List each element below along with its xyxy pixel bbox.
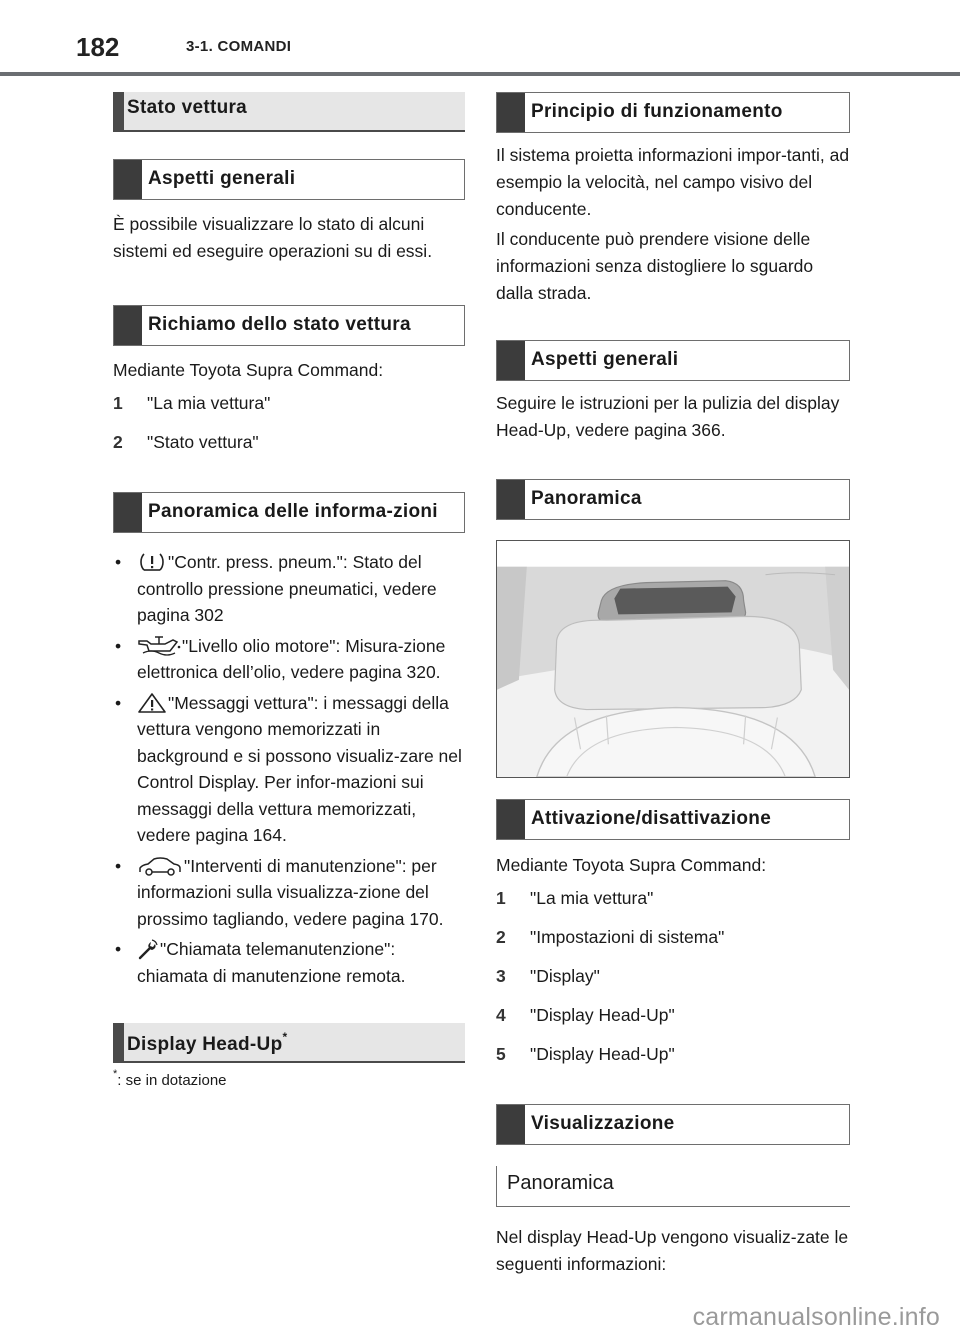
page-number: 182 [76, 32, 120, 62]
step-text: "Display Head-Up" [530, 1044, 675, 1064]
principle-paragraph-1: Il sistema proietta informazioni impor-tanti, ad esempio la velocità, nel campo visivo del conducente. [496, 145, 850, 219]
heading-text: Aspetti generali [531, 349, 679, 370]
heading-visualizzazione [496, 1104, 850, 1145]
list-item [113, 429, 465, 456]
recall-intro: Mediante Toyota Supra Command: [113, 360, 384, 380]
list-item [113, 549, 465, 629]
bullet-text: "Messaggi vettura": i messaggi della vettura vengono memorizzati in background e si possono visualiz-zare nel Control Display. Per infor-mazioni sui messaggi della vettura memorizzati, vedere pagina 164. [137, 692, 462, 845]
step-text: "La mia vettura" [147, 393, 271, 413]
step-number: 5 [496, 1044, 506, 1064]
activation-intro: Mediante Toyota Supra Command: [496, 855, 767, 875]
watermark: carmanualsonline.info [692, 1303, 940, 1331]
section-title: Stato vettura [127, 97, 248, 118]
step-text: "La mia vettura" [530, 888, 654, 908]
right-column [496, 92, 850, 1281]
list-item [496, 885, 850, 912]
footnote-mark: * [113, 1068, 118, 1080]
optional-mark: * [282, 1030, 288, 1044]
service-car-icon [137, 855, 183, 877]
list-item [113, 633, 465, 686]
step-text: "Stato vettura" [147, 432, 259, 452]
list-item [113, 936, 465, 989]
bullet-text: "Chiamata telemanutenzione": chiamata di manutenzione remota. [137, 939, 406, 986]
step-number: 1 [113, 393, 123, 413]
spacer [113, 468, 465, 492]
step-number: 4 [496, 1005, 506, 1025]
teleservice-wrench-icon [137, 938, 159, 960]
heading-principio [496, 92, 850, 133]
section-title-wrap [127, 1030, 287, 1056]
heading-text: Aspetti generali [148, 168, 296, 189]
bullet: • [115, 855, 122, 876]
list-item [113, 690, 465, 849]
tire-pressure-icon [137, 551, 167, 573]
footnote [113, 1068, 465, 1089]
section-heading-stato-vettura [113, 92, 465, 132]
list-item [113, 390, 465, 417]
spacer [496, 447, 850, 479]
head-up-display-figure [496, 540, 850, 778]
spacer [496, 310, 850, 340]
bullet: • [115, 939, 122, 959]
step-text: "Display Head-Up" [530, 1005, 675, 1025]
list-item [113, 853, 465, 933]
list-item [496, 963, 850, 990]
step-text: "Display" [530, 966, 600, 986]
heading-aspetti-generali [113, 159, 465, 200]
list-item [496, 1041, 850, 1068]
general-paragraph: È possibile visualizzare lo stato di alcuni sistemi ed eseguire operazioni su di essi. [113, 214, 433, 261]
step-number: 1 [496, 888, 506, 908]
bullet-text: "Livello olio motore": Misura-zione elettronica dell’olio, vedere pagina 320. [137, 635, 446, 682]
bullet: • [115, 552, 122, 572]
heading-richiamo [113, 305, 465, 346]
chapter-title: 3-1. COMANDI [186, 38, 292, 55]
heading-text: Visualizzazione [531, 1113, 675, 1134]
heading-attivazione [496, 799, 850, 840]
heading-text: Panoramica delle informa-zioni [148, 501, 438, 522]
section-title: Display Head-Up [127, 1034, 283, 1055]
heading-panoramica [496, 479, 850, 520]
list-item [496, 1002, 850, 1029]
subheading-panoramica [496, 1166, 850, 1207]
section-heading-display-head-up [113, 1023, 465, 1063]
heading-text: Richiamo dello stato vettura [148, 314, 411, 335]
list-item [496, 924, 850, 951]
subheading-text: Panoramica [507, 1172, 614, 1194]
header-rule [0, 72, 960, 76]
heading-text: Principio di funzionamento [531, 101, 783, 122]
left-column [113, 92, 465, 1089]
footnote-text: : se in dotazione [117, 1072, 227, 1089]
page-header [0, 0, 960, 78]
bullet-text: "Contr. press. pneum.": Stato del controllo pressione pneumatici, vedere pagina 302 [137, 552, 437, 625]
spacer [113, 993, 465, 1023]
heading-aspetti-generali-right [496, 340, 850, 381]
step-number: 3 [496, 966, 506, 986]
bullet: • [115, 635, 122, 656]
step-number: 2 [113, 432, 123, 452]
warning-triangle-icon [137, 692, 167, 714]
heading-text: Attivazione/disattivazione [531, 808, 772, 829]
spacer [113, 268, 465, 303]
bullet: • [115, 692, 122, 713]
heading-text: Panoramica [531, 488, 642, 509]
oil-level-icon [137, 635, 181, 657]
visual-paragraph: Nel display Head-Up vengono visualiz-zate le seguenti informazioni: [496, 1227, 849, 1274]
principle-paragraph-2: Il conducente può prendere visione delle informazioni senza distogliere lo sguardo dalla strada. [496, 229, 814, 303]
step-number: 2 [496, 927, 506, 947]
spacer [496, 1080, 850, 1104]
bullet-text: "Interventi di manutenzione": per informazioni sulla visualizza-zione del prossimo tagliando, vedere pagina 170. [137, 855, 444, 929]
heading-panoramica-informazioni [113, 492, 465, 533]
general-paragraph-right: Seguire le istruzioni per la pulizia del display Head-Up, vedere pagina 366. [496, 393, 840, 440]
step-text: "Impostazioni di sistema" [530, 927, 725, 947]
